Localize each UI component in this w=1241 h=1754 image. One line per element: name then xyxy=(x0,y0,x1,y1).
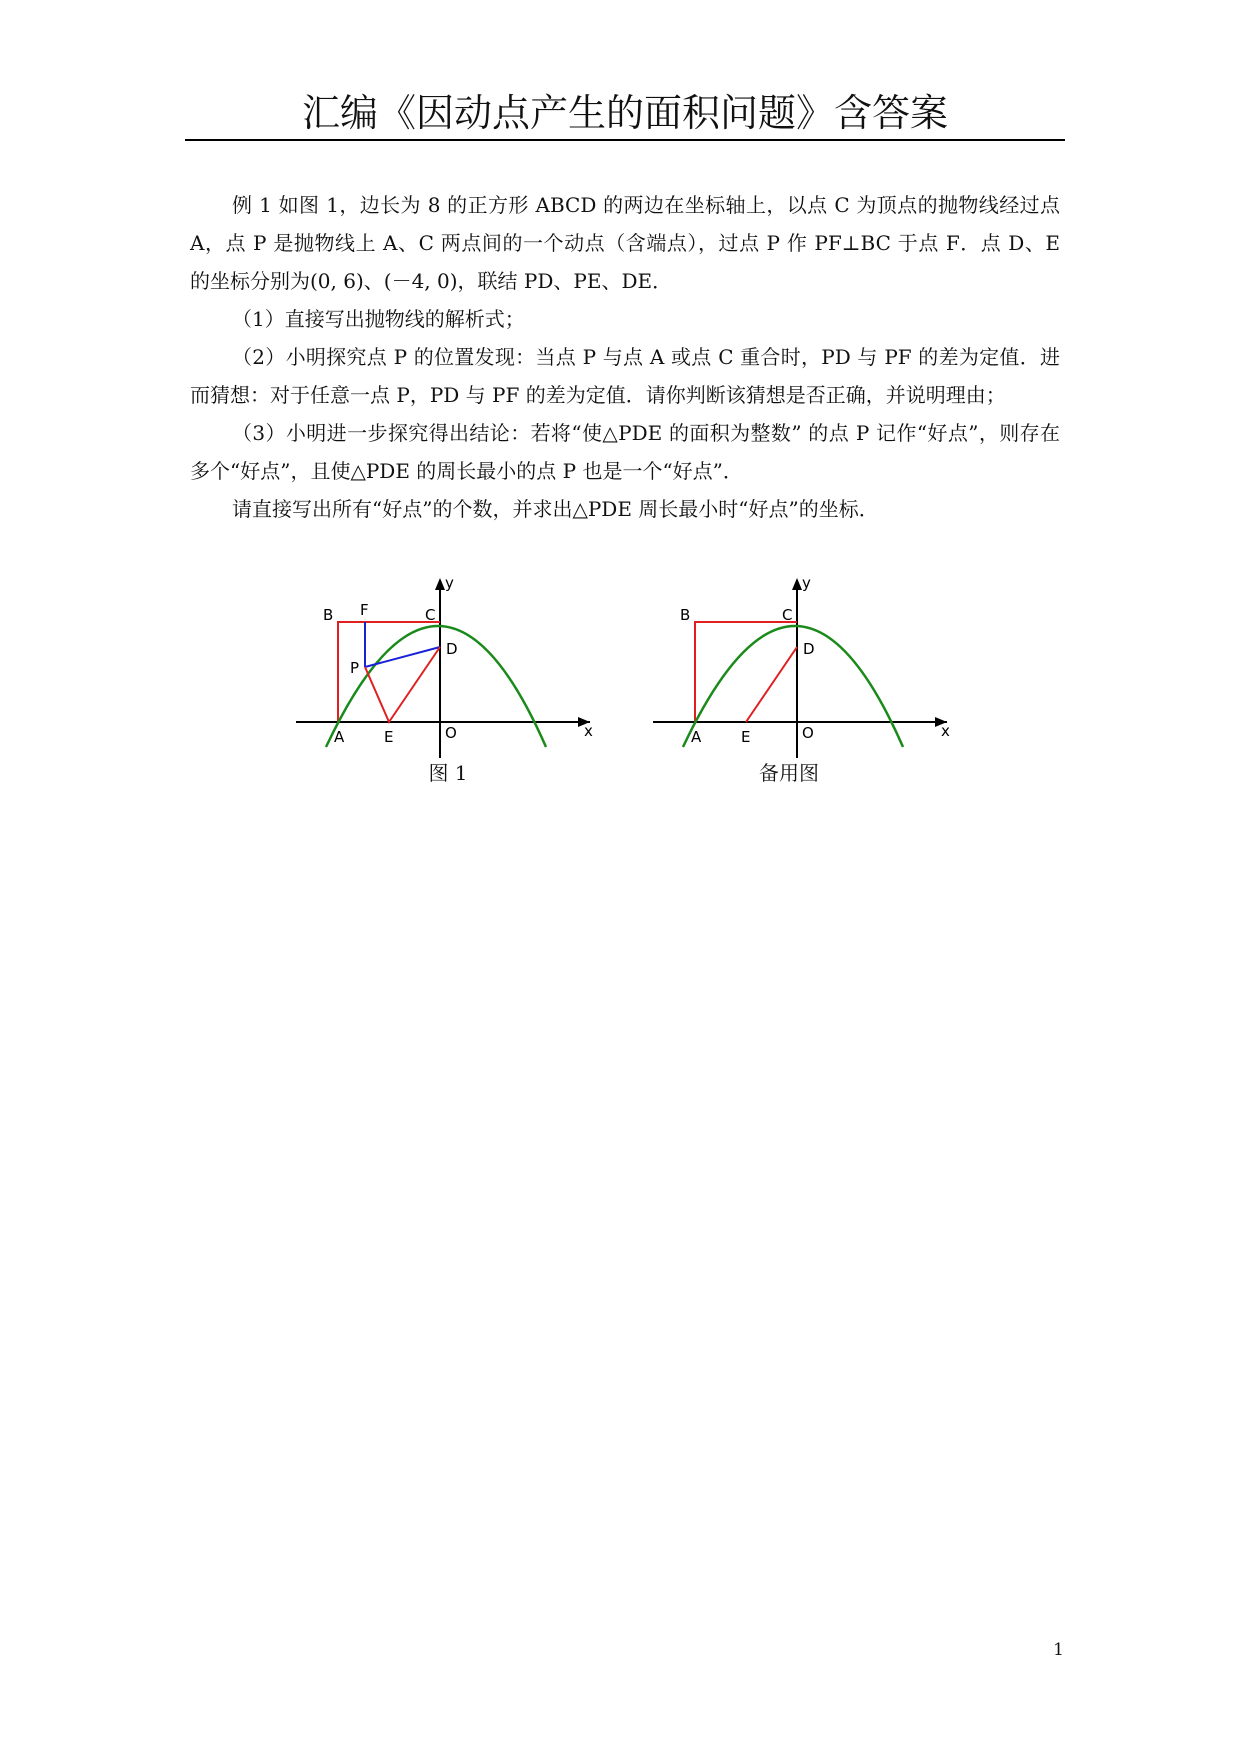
parabola xyxy=(683,626,903,747)
label-d: D xyxy=(803,640,815,658)
label-c: C xyxy=(782,606,793,624)
label-d: D xyxy=(446,640,458,658)
square-abcd xyxy=(695,622,797,722)
title-divider xyxy=(185,139,1065,141)
y-axis-arrow xyxy=(792,578,802,590)
label-y: y xyxy=(802,574,811,592)
document-title: 汇编《因动点产生的面积问题》含答案 xyxy=(301,91,948,135)
question-2: （2）小明探究点 P 的位置发现：当点 P 与点 A 或点 C 重合时，PD 与 PF 的差为定值．进而猜想：对于任意一点 P，PD 与 PF 的差为定值．请你判断该猜想是否正确，并说明理由； xyxy=(190,345,1060,407)
problem-statement: 例 1 如图 1，边长为 8 的正方形 ABCD 的两边在坐标轴上，以点 C 为顶点的抛物线经过点 A，点 P 是抛物线上 A、C 两点间的一个动点（含端点），过点 P 作 PF⊥BC 于点 F．点 D、E 的坐标分别为(0, 6)、(－4, 0)，联结 PD、PE、DE． xyxy=(190,193,1060,293)
figure-1-caption: 图 1 xyxy=(428,761,468,785)
label-a: A xyxy=(691,728,702,746)
parabola xyxy=(326,626,546,747)
label-o: O xyxy=(802,724,814,742)
figure-backup-caption: 备用图 xyxy=(759,761,819,785)
problem-text xyxy=(190,186,1060,528)
label-b: B xyxy=(680,606,691,624)
page-number: 1 xyxy=(1053,1640,1064,1660)
label-x: x xyxy=(941,722,950,740)
figure-backup xyxy=(645,570,955,770)
label-y: y xyxy=(445,574,454,592)
label-f: F xyxy=(360,601,369,619)
label-a: A xyxy=(334,728,345,746)
label-b: B xyxy=(323,606,334,624)
figure-1 xyxy=(288,570,598,770)
label-p: P xyxy=(350,659,360,677)
label-o: O xyxy=(445,724,457,742)
label-c: C xyxy=(425,606,436,624)
segment-de xyxy=(746,647,797,722)
question-3-task: 请直接写出所有“好点”的个数，并求出△PDE 周长最小时“好点”的坐标． xyxy=(232,497,879,521)
label-x: x xyxy=(584,722,593,740)
label-e: E xyxy=(384,728,394,746)
triangle-pde xyxy=(365,647,440,722)
label-e: E xyxy=(741,728,751,746)
y-axis-arrow xyxy=(435,578,445,590)
question-1: （1）直接写出抛物线的解析式； xyxy=(232,307,525,331)
question-3: （3）小明进一步探究得出结论：若将“使△PDE 的面积为整数” 的点 P 记作“好点”，则存在多个“好点”，且使△PDE 的周长最小的点 P 也是一个“好点”． xyxy=(190,421,1060,483)
